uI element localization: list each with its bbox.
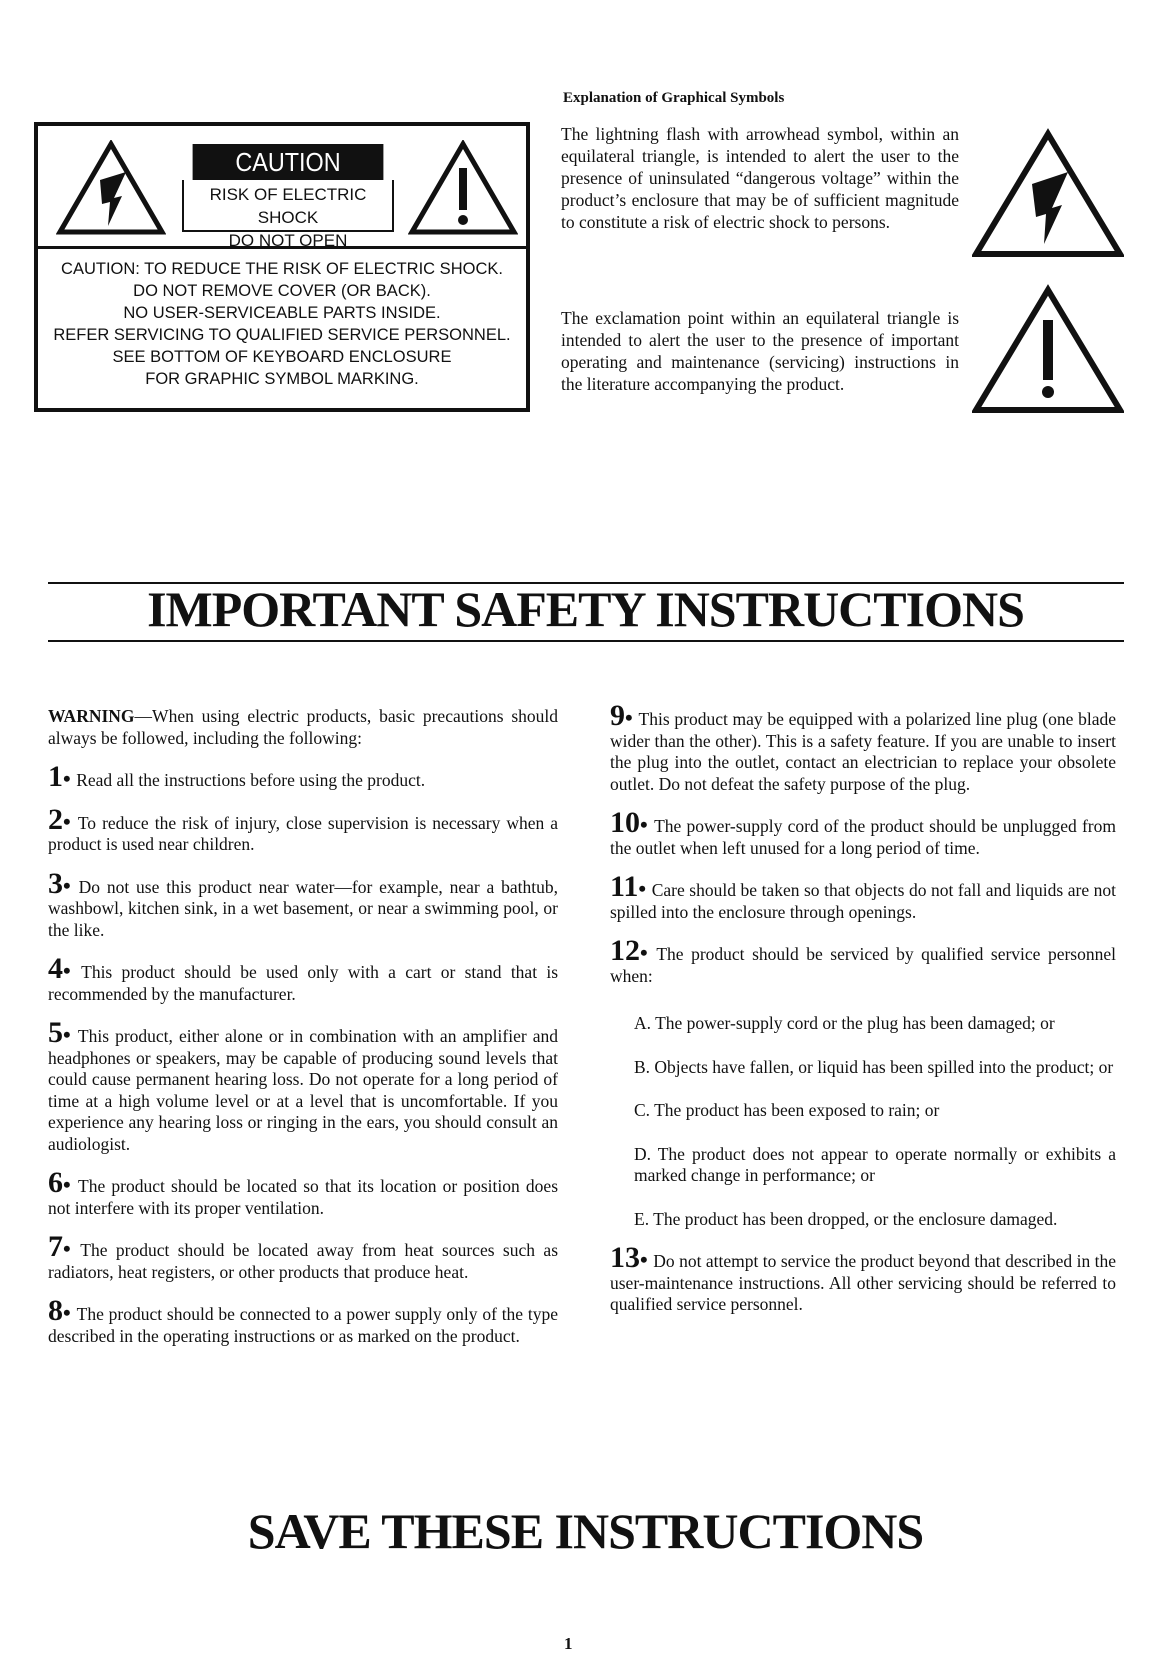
- service-condition-item: A. The power-supply cord or the plug has been damaged; or: [634, 1013, 1055, 1033]
- exclamation-warning-icon: [408, 140, 518, 236]
- instruction-item: 2• To reduce the risk of injury, close supervision is necessary when a product is used near children.: [48, 802, 559, 854]
- warning-text: —When using electric products, basic precautions should always be followed, including the following:: [48, 706, 558, 748]
- page-number: 1: [564, 1634, 573, 1653]
- caution-line: SEE BOTTOM OF KEYBOARD ENCLOSURE: [112, 348, 452, 366]
- warning-paragraph: [48, 706, 558, 749]
- caution-label: CAUTION: [193, 144, 384, 180]
- service-condition-item: B. Objects have fallen, or liquid has been spilled into the product; or: [634, 1056, 1114, 1077]
- risk-line-2: DO NOT OPEN: [228, 231, 348, 250]
- service-condition-item: D. The product does not appear to operate normally or exhibits a marked change in performance; or: [634, 1143, 1116, 1185]
- footer-headline: SAVE THESE INSTRUCTIONS: [247, 1503, 924, 1559]
- caution-line: NO USER-SERVICEABLE PARTS INSIDE.: [123, 304, 441, 322]
- instruction-item: 4• This product should be used only with a cart or stand that is recommended by the manufacturer.: [48, 952, 559, 1004]
- caution-line: REFER SERVICING TO QUALIFIED SERVICE PERSONNEL.: [53, 326, 511, 344]
- exclamation-symbol-icon: [972, 284, 1124, 416]
- service-condition-item: E. The product has been dropped, or the enclosure damaged.: [634, 1208, 1058, 1229]
- lightning-symbol-icon: [972, 128, 1124, 260]
- instruction-item: 12• The product should be serviced by qualified service personnel when:: [610, 934, 1116, 986]
- headline-bottom-rule: [48, 640, 1124, 642]
- instruction-item: 11• Care should be taken so that objects do not fall and liquids are not spilled into the enclosure through openings.: [610, 870, 1117, 922]
- explanation-title: Explanation of Graphical Symbols: [563, 90, 785, 106]
- instruction-item: 7• The product should be located away from heat sources such as radiators, heat registers, or other products that produce heat.: [48, 1230, 559, 1282]
- caution-box: [34, 122, 530, 412]
- risk-line-1: RISK OF ELECTRIC SHOCK: [209, 185, 367, 227]
- instruction-item: 6• The product should be located so that its location or position does not interfere with its proper ventilation.: [48, 1166, 559, 1218]
- instruction-item: 5• This product, either alone or in combination with an amplifier and headphones or speakers, may be capable of producing sound levels that could cause permanent hearing loss. Do not operate for a long period of time at a high volume level or at a level that is uncomfortable. If you experience any hearing loss or ringing in the ears, you should consult an audiologist.: [48, 1016, 559, 1154]
- instruction-item: 1• Read all the instructions before using the product.: [48, 760, 426, 793]
- caution-header: [38, 126, 526, 249]
- warning-label: WARNING: [48, 706, 135, 726]
- instruction-item: 9• This product may be equipped with a polarized line plug (one blade wider than the other). This is a safety feature. If you are unable to insert the plug into the outlet, contact an electrician to replace your obsolete outlet. Do not defeat the safety purpose of the plug.: [610, 699, 1117, 794]
- instruction-item: 10• The power-supply cord of the product should be unplugged from the outlet when left unused for a long period of time.: [610, 806, 1116, 858]
- instructions-left-column: [48, 706, 558, 1365]
- lightning-explanation: The lightning flash with arrowhead symbol, within an equilateral triangle, is intended to alert the user to the presence of uninsulated “dangerous voltage” within the product’s enclosure that may be of sufficient magnitude to constitute a risk of electric shock to persons.: [561, 124, 959, 232]
- instruction-item: 8• The product should be connected to a power supply only of the type described in the operating instructions or as marked on the product.: [48, 1294, 559, 1346]
- lightning-warning-icon: [56, 140, 166, 236]
- caution-line: FOR GRAPHIC SYMBOL MARKING.: [145, 370, 419, 388]
- instruction-item: 13• Do not attempt to service the product beyond that described in the user-maintenance instructions. All other servicing should be referred to qualified service personnel.: [610, 1241, 1116, 1314]
- exclamation-explanation: The exclamation point within an equilateral triangle is intended to alert the user to the presence of important operating and maintenance (servicing) instructions in the literature accompanying the product.: [561, 308, 959, 394]
- instruction-item: 3• Do not use this product near water—for example, near a bathtub, washbowl, kitchen sink, in a wet basement, or near a swimming pool, or the like.: [48, 866, 558, 940]
- risk-label: [182, 180, 394, 250]
- caution-line: DO NOT REMOVE COVER (OR BACK).: [133, 282, 431, 300]
- caution-line: CAUTION: TO REDUCE THE RISK OF ELECTRIC SHOCK.: [61, 260, 503, 278]
- page-title: IMPORTANT SAFETY INSTRUCTIONS: [147, 581, 1024, 637]
- service-condition-item: C. The product has been exposed to rain; or: [634, 1100, 940, 1120]
- instructions-right-column: [610, 699, 1117, 1334]
- caution-text: [38, 258, 526, 390]
